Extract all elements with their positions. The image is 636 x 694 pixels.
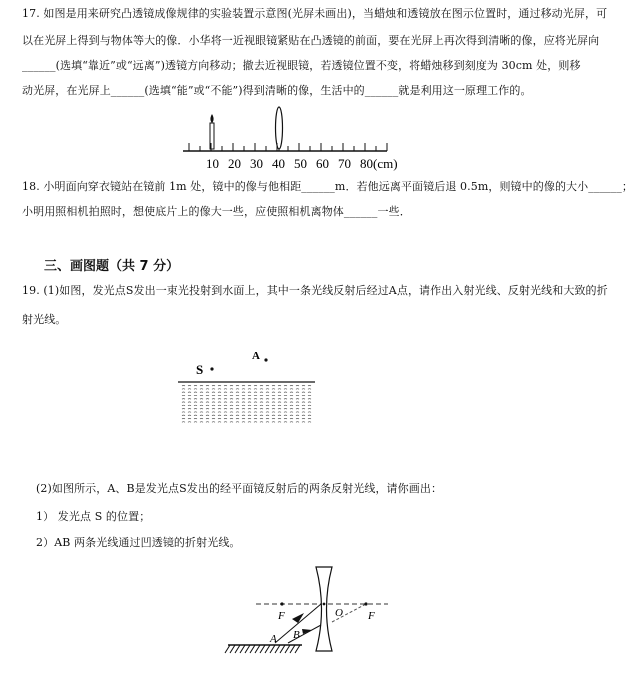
q18-line-2: 小明用照相机拍照时，想使底片上的像大一些，应使照相机离物体______一些．	[22, 205, 411, 218]
hatch-line	[250, 645, 255, 653]
label-f-right: F	[368, 610, 375, 622]
hatch-line	[235, 645, 240, 653]
label-b: B	[293, 629, 300, 641]
hatch-line	[275, 645, 280, 653]
wave-row	[182, 415, 311, 416]
ruler-ticks	[189, 143, 387, 151]
q19-part2-item-2: 2）AB 两条光线通过凹透镜的折射光线。	[36, 536, 241, 549]
wave-row	[182, 412, 311, 413]
wave-row	[182, 405, 311, 406]
point-a-label: A	[252, 350, 260, 362]
hatch-line	[295, 645, 300, 653]
hatch-line	[225, 645, 230, 653]
ruler-label-30: 30	[250, 156, 263, 171]
hatch-line	[265, 645, 270, 653]
optical-bench-figure	[175, 100, 405, 175]
wave-row	[182, 389, 311, 390]
wave-row	[182, 418, 311, 419]
ruler-label-50: 50	[294, 156, 307, 171]
wave-row	[182, 395, 311, 396]
focal-point-right	[364, 602, 367, 605]
q17-line-4: 动光屏，在光屏上______(选填“能”或“不能”)得到清晰的像，生活中的______就是利用这一原理工作的。	[22, 84, 532, 97]
hatch-line	[280, 645, 285, 653]
wave-row	[182, 385, 311, 386]
focal-point-left	[280, 602, 283, 605]
q18-line-1: 18. 小明面向穿衣镜站在镜前 1m 处，镜中的像与他相距______m．若他远离平面镜后退 0.5m，则镜中的像的大小______；	[22, 180, 633, 193]
ray-b-arrow	[302, 629, 312, 634]
ruler-labels	[206, 156, 398, 171]
hatch-line	[240, 645, 245, 653]
ruler-label-20: 20	[228, 156, 241, 171]
q17-line-2: 以在光屏上得到与物体等大的像．小华将一近视眼镜紧贴在凸透镜的前面，要在光屏上再次得到清晰的像，应将光屏向	[22, 34, 600, 47]
wave-row	[182, 422, 311, 423]
q19-line-1: 19. (1)如图，发光点S发出一束光投射到水面上，其中一条光线反射后经过A点，请作出入射光线、反射光线和大致的折	[22, 284, 608, 297]
candle-flame	[210, 114, 213, 123]
hatch-line	[230, 645, 235, 653]
ruler-label-80: 80(cm)	[360, 156, 398, 171]
label-a: A	[270, 633, 277, 645]
label-f-left: F	[278, 610, 285, 622]
water-surface-figure	[170, 345, 320, 430]
q17-line-1: 17. 如图是用来研究凸透镜成像规律的实验装置示意图(光屏未画出)，当蜡烛和透镜放在图示位置时，通过移动光屏，可	[22, 7, 608, 20]
label-o: O	[335, 607, 343, 619]
wave-row	[182, 399, 311, 400]
mirror-hatch	[225, 645, 300, 653]
ruler-label-60: 60	[316, 156, 329, 171]
hatch-line	[270, 645, 275, 653]
hatch-line	[260, 645, 265, 653]
ray-a-arrow	[292, 613, 304, 623]
q19-part2-line: (2)如图所示，A、B是发光点S发出的经平面镜反射后的两条反射光线，请你画出：	[36, 482, 443, 495]
point-s-label: S	[196, 362, 204, 377]
q19-line-2: 射光线。	[22, 313, 67, 326]
point-s	[210, 367, 213, 370]
q17-line-3: ______(选填“靠近”或“远离”)透镜方向移动；撤去近视眼镜，若透镜位置不变，将蜡烛移到刻度为 30cm 处，则移	[22, 59, 581, 72]
hatch-line	[290, 645, 295, 653]
hatch-line	[285, 645, 290, 653]
water-waves	[182, 385, 311, 422]
concave-lens-figure	[220, 563, 395, 663]
wave-row	[182, 402, 311, 403]
section-heading: 三、画图题（共 7 分）	[44, 259, 180, 274]
wave-row	[182, 409, 311, 410]
q19-part2-item-1: 1） 发光点 S 的位置；	[36, 510, 151, 523]
hatch-line	[245, 645, 250, 653]
ruler-label-70: 70	[338, 156, 351, 171]
concave-lens	[316, 567, 332, 651]
optical-center	[323, 603, 326, 606]
ruler-label-40: 40	[272, 156, 285, 171]
hatch-line	[255, 645, 260, 653]
ruler-label-10: 10	[206, 156, 219, 171]
convex-lens	[276, 107, 283, 149]
point-a	[264, 358, 267, 361]
wave-row	[182, 392, 311, 393]
